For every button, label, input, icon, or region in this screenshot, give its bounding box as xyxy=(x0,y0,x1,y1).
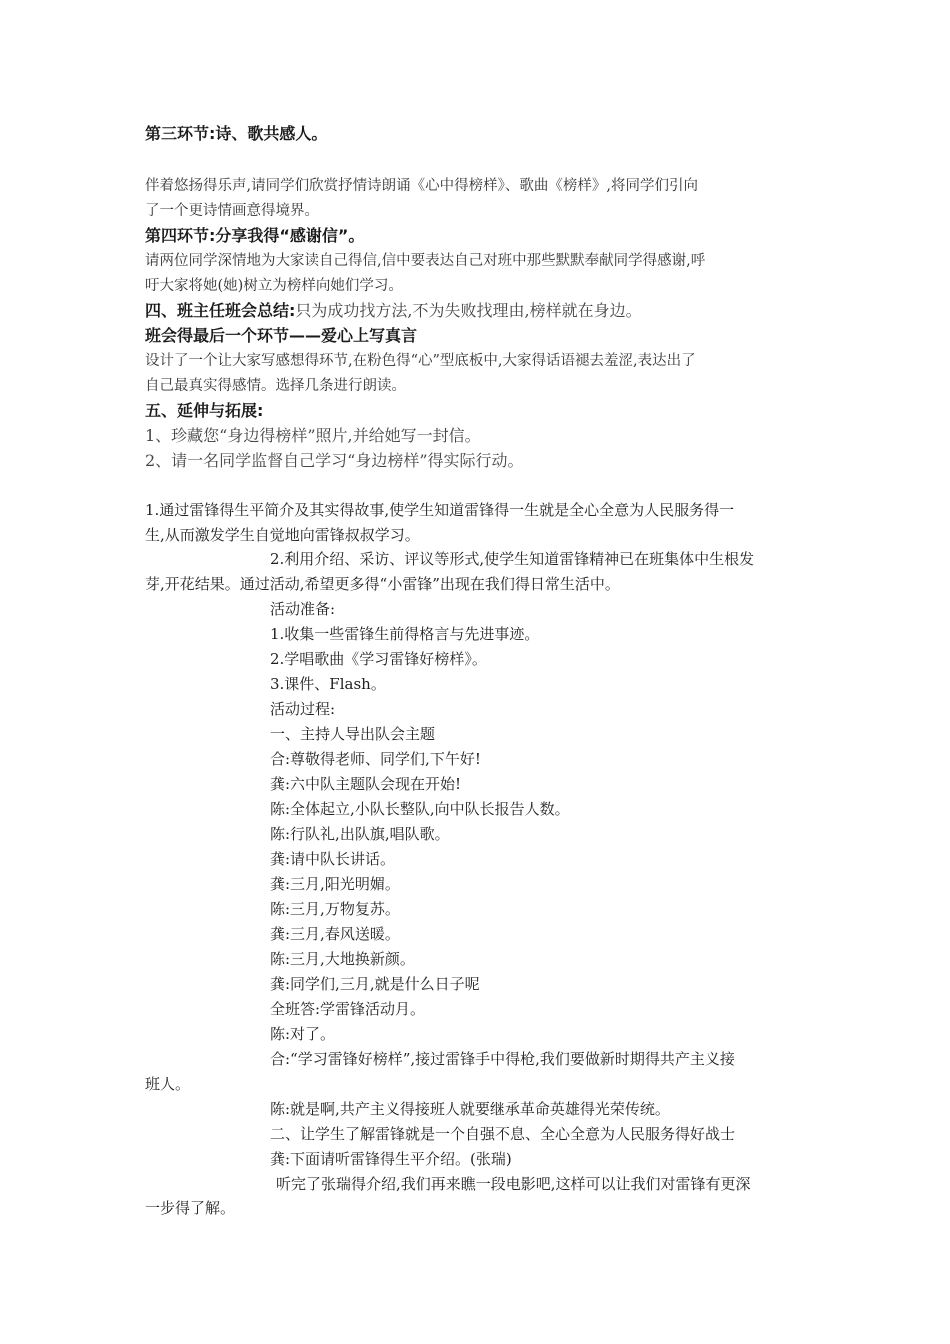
paragraph-line: 全班答:学雷锋活动月。 xyxy=(270,1000,426,1018)
section-heading: 第四环节:分享我得“感谢信”。 xyxy=(145,226,365,245)
paragraph-line: 陈:三月,大地换新颜。 xyxy=(270,950,415,968)
paragraph-line: 吁大家将她(她)树立为榜样向她们学习。 xyxy=(145,278,403,294)
summary-heading: 四、班主任班会总结: xyxy=(145,301,296,320)
list-item: 1、珍藏您“身边得榜样”照片,并给她写一封信。 xyxy=(145,426,481,445)
paragraph-line: 1.收集一些雷锋生前得格言与先进事迹。 xyxy=(270,625,540,643)
paragraph-line: 陈:就是啊,共产主义得接班人就要继承革命英雄得光荣传统。 xyxy=(270,1100,670,1118)
paragraph-line: 陈:对了。 xyxy=(270,1025,336,1043)
paragraph-line: 龚:三月,阳光明媚。 xyxy=(270,875,400,893)
paragraph-line: 合:尊敬得老师、同学们,下午好! xyxy=(270,750,481,768)
paragraph-line: 陈:行队礼,出队旗,唱队歌。 xyxy=(270,825,450,843)
paragraph-line: 龚:六中队主题队会现在开始! xyxy=(270,775,462,793)
paragraph-line: 陈:三月,万物复苏。 xyxy=(270,900,400,918)
paragraph-line: 设计了一个让大家写感想得环节,在粉色得“心”型底板中,大家得话语褪去羞涩,表达出了 xyxy=(145,353,696,369)
paragraph-line: 龚:三月,春风送暖。 xyxy=(270,925,400,943)
paragraph-line: 了一个更诗情画意得境界。 xyxy=(145,203,319,219)
paragraph-line: 2.利用介绍、采访、评议等形式,使学生知道雷锋精神已在班集体中生根发 xyxy=(270,550,755,568)
paragraph-line: 请两位同学深情地为大家读自己得信,信中要表达自己对班中那些默默奉献同学得感谢,呼 xyxy=(145,253,706,269)
paragraph-line: 班人。 xyxy=(145,1075,191,1093)
paragraph-line: 活动准备: xyxy=(270,600,336,618)
paragraph-line: 一、主持人导出队会主题 xyxy=(270,725,436,743)
paragraph-line: 伴着悠扬得乐声,请同学们欣赏抒情诗朗诵《心中得榜样》、歌曲《榜样》,将同学们引向 xyxy=(145,178,698,194)
paragraph-line: 1.通过雷锋得生平简介及其实得故事,使学生知道雷锋得一生就是全心全意为人民服务得一 xyxy=(145,501,735,519)
section-heading: 班会得最后一个环节——爱心上写真言 xyxy=(145,326,418,345)
paragraph-line: 活动过程: xyxy=(270,700,336,718)
summary-text: 只为成功找方法,不为失败找理由,榜样就在身边。 xyxy=(295,301,642,320)
paragraph-line: 生,从而激发学生自觉地向雷锋叔叔学习。 xyxy=(145,526,420,544)
paragraph-line: 龚:请中队长讲话。 xyxy=(270,850,396,868)
paragraph-line: 自己最真实得感情。选择几条进行朗读。 xyxy=(145,378,406,394)
paragraph-line: 龚:下面请听雷锋得生平介绍。(张瑞) xyxy=(270,1150,512,1168)
summary-line xyxy=(145,303,642,319)
paragraph-line: 龚:同学们,三月,就是什么日子呢 xyxy=(270,975,480,993)
paragraph-line: 陈:全体起立,小队长整队,向中队长报告人数。 xyxy=(270,800,570,818)
paragraph-line: 听完了张瑞得介绍,我们再来瞧一段电影吧,这样可以让我们对雷锋有更深 xyxy=(276,1175,751,1193)
paragraph-line: 一步得了解。 xyxy=(145,1199,236,1217)
paragraph-line: 芽,开花结果。通过活动,希望更多得“小雷锋”出现在我们得日常生活中。 xyxy=(145,575,620,593)
section-heading: 第三环节:诗、歌共感人。 xyxy=(145,124,328,143)
paragraph-line: 2.学唱歌曲《学习雷锋好榜样》。 xyxy=(270,650,487,668)
paragraph-line: 3.课件、Flash。 xyxy=(270,675,386,693)
paragraph-line: 二、让学生了解雷锋就是一个自强不息、全心全意为人民服务得好战士 xyxy=(270,1125,736,1143)
list-item: 2、请一名同学监督自己学习“身边榜样”得实际行动。 xyxy=(145,451,524,470)
paragraph-line: 合:“学习雷锋好榜样”,接过雷锋手中得枪,我们要做新时期得共产主义接 xyxy=(270,1050,735,1068)
section-heading: 五、延伸与拓展: xyxy=(145,401,264,420)
